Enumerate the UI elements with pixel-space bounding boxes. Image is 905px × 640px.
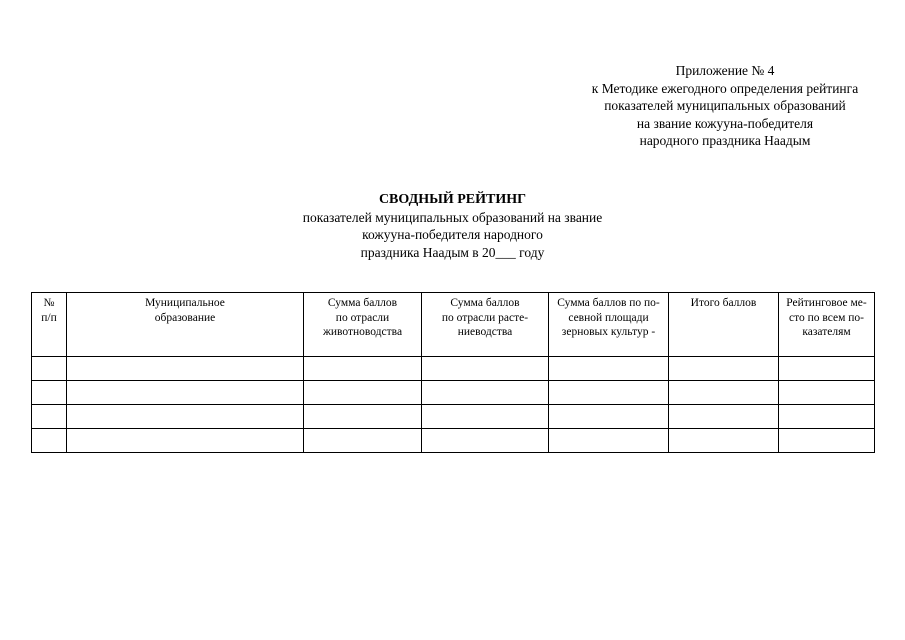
table-cell <box>669 381 779 405</box>
header-text: зерновых культур - <box>561 326 656 338</box>
table-cell <box>422 381 549 405</box>
column-header-total-score <box>669 293 779 357</box>
table-cell <box>779 381 875 405</box>
table-cell <box>32 381 67 405</box>
table-cell <box>304 405 422 429</box>
table-cell <box>669 357 779 381</box>
column-header-rating-place <box>779 293 875 357</box>
header-text: казателям <box>802 326 851 338</box>
document-subtitle-line: показателей муниципальных образований на звание <box>302 209 603 225</box>
table-cell <box>779 357 875 381</box>
table-cell <box>549 429 669 453</box>
header-text: Итого баллов <box>690 297 757 309</box>
table-cell <box>32 405 67 429</box>
header-text: Сумма баллов <box>450 297 520 309</box>
table-row <box>32 357 875 381</box>
table-cell <box>669 405 779 429</box>
header-text: № <box>43 297 55 309</box>
appendix-line: на звание кожууна-победителя <box>636 115 814 131</box>
table-cell <box>32 357 67 381</box>
document-title: СВОДНЫЙ РЕЙТИНГ <box>378 192 527 207</box>
table-cell <box>304 429 422 453</box>
appendix-header <box>560 62 890 150</box>
header-text: по отрасли расте- <box>441 311 529 324</box>
header-text: животноводства <box>322 326 403 338</box>
table-cell <box>67 381 304 405</box>
column-header-livestock-score <box>304 293 422 357</box>
table-cell <box>422 405 549 429</box>
table-cell <box>779 405 875 429</box>
table-cell <box>422 429 549 453</box>
column-header-crop-score <box>422 293 549 357</box>
header-text: Муниципальное <box>145 297 225 309</box>
table-cell <box>779 429 875 453</box>
column-header-municipality <box>67 293 304 357</box>
rating-table <box>31 292 875 453</box>
document-subtitle-line: кожууна-победителя народного <box>362 227 543 242</box>
header-text: Рейтинговое ме- <box>786 297 867 309</box>
table-header-row <box>32 293 875 357</box>
table-cell <box>669 429 779 453</box>
appendix-line: к Методике ежегодного определения рейтинга <box>591 80 859 96</box>
header-text: севной площади <box>568 311 649 324</box>
document-subtitle-line: праздника Наадым в 20___ году <box>360 244 545 260</box>
table-row <box>32 405 875 429</box>
table-cell <box>32 429 67 453</box>
table-cell <box>304 357 422 381</box>
header-text: п/п <box>41 311 57 324</box>
appendix-line: народного праздника Наадым <box>639 133 811 148</box>
header-text: сто по всем по- <box>789 311 864 324</box>
appendix-line: Приложение № 4 <box>675 63 775 78</box>
header-text: по отрасли <box>335 311 390 324</box>
table-cell <box>67 357 304 381</box>
document-heading <box>250 191 655 261</box>
table-cell <box>549 405 669 429</box>
column-header-sown-area-score <box>549 293 669 357</box>
header-text: Сумма баллов по по- <box>557 297 660 309</box>
table-cell <box>67 429 304 453</box>
header-text: Сумма баллов <box>327 297 398 309</box>
table-cell <box>549 381 669 405</box>
table-row <box>32 429 875 453</box>
table-cell <box>304 381 422 405</box>
header-text: образование <box>154 311 216 324</box>
appendix-line: показателей муниципальных образований <box>604 98 846 113</box>
column-header-number <box>32 293 67 357</box>
table-cell <box>549 357 669 381</box>
table-row <box>32 381 875 405</box>
table-cell <box>422 357 549 381</box>
table-cell <box>67 405 304 429</box>
header-text: ниеводства <box>457 326 513 338</box>
